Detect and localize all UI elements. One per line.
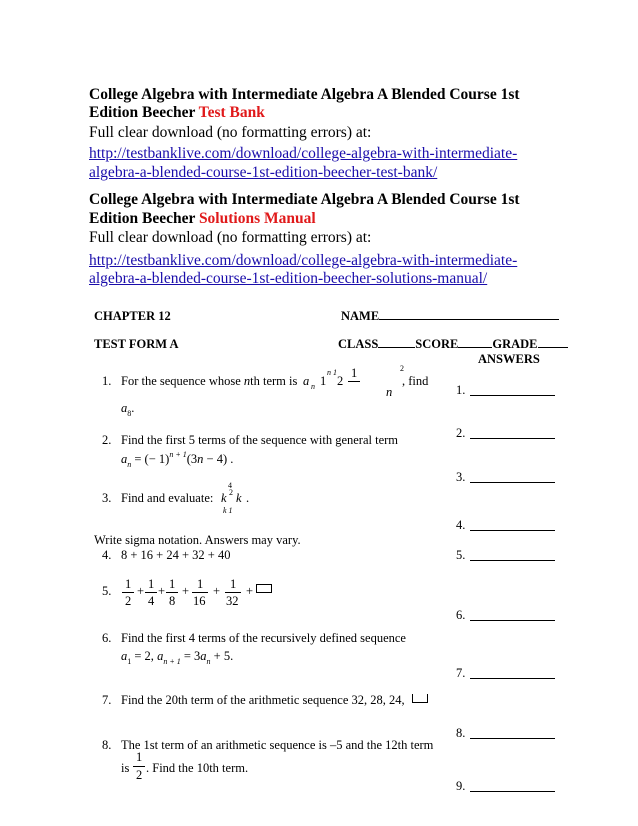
answer-label-5: 5. [456, 548, 466, 562]
answer-label-7: 7. [456, 666, 466, 680]
answer-label-6: 6. [456, 608, 466, 622]
header2-title-line2 [89, 210, 316, 228]
q8-is: is [121, 761, 130, 775]
q5-plus-2: + [158, 584, 166, 598]
q1-sup: n 1 [327, 368, 337, 377]
header1-edition: Edition Beecher [89, 104, 196, 121]
q1-square: 2 [400, 364, 404, 373]
q6-number: 6. [102, 631, 112, 645]
q5-plus-3: + [182, 584, 190, 598]
q5-bar-2 [145, 592, 157, 593]
q3-number: 3. [102, 491, 112, 505]
q1-two: 2 [337, 374, 344, 388]
answer-blank-3[interactable] [470, 482, 555, 483]
answer-blank-6[interactable] [470, 620, 555, 621]
q1-frac-num: 1 [351, 366, 358, 380]
answer-label-8: 8. [456, 726, 466, 740]
q5-bar-5 [225, 592, 241, 593]
score-blank[interactable] [458, 337, 492, 348]
answer-blank-8[interactable] [470, 738, 555, 739]
q5-plus-5: + [246, 584, 254, 598]
answer-label-4: 4. [456, 518, 466, 532]
answer-blank-5[interactable] [470, 560, 555, 561]
answer-blank-2[interactable] [470, 438, 555, 439]
test-bank-link-line1[interactable]: http://testbanklive.com/download/college-algebra-with-intermediate- [89, 145, 518, 162]
q8-text: The 1st term of an arithmetic sequence is –5 and the 12th term [121, 738, 434, 752]
q5-plus-4: + [213, 584, 221, 598]
test-bank-link-line2[interactable]: algebra-a-blended-course-1st-edition-beecher-test-bank/ [89, 164, 438, 181]
q8-number: 8. [102, 738, 112, 752]
q6-text: Find the first 4 terms of the recursively defined sequence [121, 631, 406, 645]
q1-one: 1 [320, 374, 327, 388]
grade-label: GRADE [492, 337, 538, 351]
q2-formula: $a_n$ = (− 1)$^{n + 1}$(3n − 4) . [121, 450, 234, 469]
name-label: NAME [341, 309, 380, 323]
q8-frac-den: 2 [136, 768, 143, 782]
q5-bar-1 [122, 592, 134, 593]
q1-a: a [303, 374, 310, 388]
answer-label-2: 2. [456, 426, 466, 440]
q4-expression: 8 + 16 + 24 + 32 + 40 [121, 548, 231, 562]
q3-upper-limit: 4 [228, 481, 232, 490]
q5-den-4: 16 [193, 594, 206, 608]
name-field [341, 309, 559, 324]
q5-number: 5. [102, 584, 112, 598]
header1-download-note: Full clear download (no formatting errors) at: [89, 124, 372, 141]
q3-end: . [246, 491, 250, 505]
q8-rest: . Find the 10th term. [146, 761, 249, 775]
class-score-grade-fields [338, 337, 568, 352]
answer-label-3: 3. [456, 470, 466, 484]
q1-frac-bar [348, 381, 360, 382]
q1-text: For the sequence whose nth term is [121, 374, 298, 388]
header1-title-line1: College Algebra with Intermediate Algebra A Blended Course 1st [89, 86, 520, 103]
answers-header: ANSWERS [478, 352, 540, 366]
q6-recursion: $a_1 = 2$, $a_{n + 1} = 3a_n + 5$. [121, 649, 234, 666]
solutions-manual-label: Solutions Manual [198, 210, 316, 227]
q5-den-2: 4 [148, 594, 155, 608]
q2-text: Find the first 5 terms of the sequence with general term [121, 433, 399, 447]
answer-blank-9[interactable] [470, 791, 555, 792]
q3-k2: k [236, 491, 242, 505]
q4-number: 4. [102, 548, 112, 562]
q5-den-1: 2 [125, 594, 132, 608]
q3-lower-limit: k 1 [223, 506, 233, 515]
answer-blank-7[interactable] [470, 678, 555, 679]
q7-text: Find the 20th term of the arithmetic sequence 32, 28, 24, [121, 693, 405, 707]
q5-den-5: 32 [226, 594, 239, 608]
q8-frac-bar [133, 766, 145, 767]
q3-k: k [221, 491, 227, 505]
q5-num-3: 1 [169, 577, 176, 591]
score-label: SCORE [415, 337, 459, 351]
q3-text: Find and evaluate: [121, 491, 214, 505]
q1-a8: $a_8$. [121, 401, 135, 418]
header2-title-line1: College Algebra with Intermediate Algebra A Blended Course 1st [89, 191, 520, 208]
test-form-label: TEST FORM A [94, 337, 179, 351]
name-blank[interactable] [379, 309, 559, 320]
q5-bar-3 [166, 592, 178, 593]
q3-exponent: 2 [229, 488, 233, 497]
header2-edition: Edition Beecher [89, 210, 196, 227]
q5-ellipsis-box [256, 584, 272, 593]
answer-label-9: 9. [456, 779, 466, 793]
grade-blank[interactable] [538, 337, 568, 348]
answer-blank-4[interactable] [470, 530, 555, 531]
q5-num-4: 1 [197, 577, 204, 591]
q5-num-2: 1 [148, 577, 155, 591]
q5-num-5: 1 [230, 577, 237, 591]
q7-ellipsis-box [412, 694, 428, 703]
q5-den-3: 8 [169, 594, 176, 608]
test-bank-label: Test Bank [198, 104, 265, 121]
q1-n-den: n [386, 385, 393, 399]
q7-number: 7. [102, 693, 112, 707]
solutions-link-line2[interactable]: algebra-a-blended-course-1st-edition-beecher-solutions-manual/ [89, 270, 488, 287]
q5-num-1: 1 [125, 577, 132, 591]
answer-blank-1[interactable] [470, 395, 555, 396]
header2-download-note: Full clear download (no formatting errors) at: [89, 229, 372, 246]
q1-find: , find [402, 374, 429, 388]
q8-frac-num: 1 [136, 750, 143, 764]
q2-number: 2. [102, 433, 112, 447]
q1-number: 1. [102, 374, 112, 388]
solutions-link-line1[interactable]: http://testbanklive.com/download/college-algebra-with-intermediate- [89, 252, 518, 269]
header1-title-line2 [89, 104, 265, 122]
sigma-instructions: Write sigma notation. Answers may vary. [94, 533, 301, 547]
chapter-label: CHAPTER 12 [94, 309, 171, 323]
q5-plus-1: + [137, 584, 145, 598]
q1-sub-n: n [311, 382, 315, 391]
answer-label-1: 1. [456, 383, 466, 397]
class-blank[interactable] [378, 337, 415, 348]
class-label: CLASS [338, 337, 379, 351]
q5-bar-4 [192, 592, 208, 593]
